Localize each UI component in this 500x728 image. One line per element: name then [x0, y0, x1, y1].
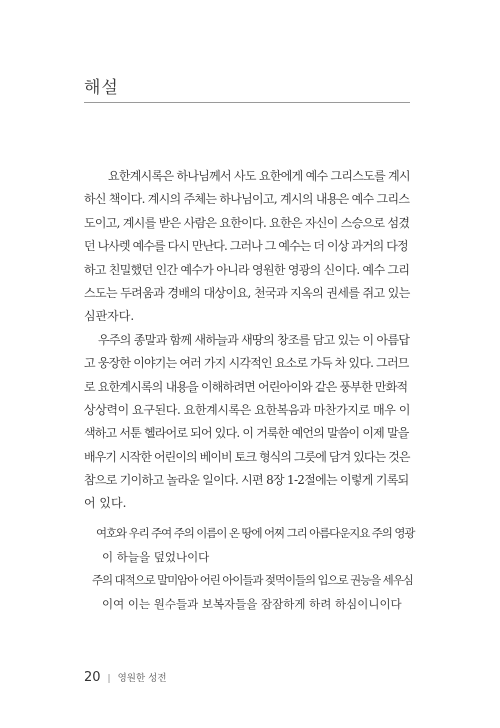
- body-line: 고 웅장한 이야기는 여러 가지 시각적인 요소로 가득 차 있다. 그러므: [84, 356, 409, 371]
- body-line: 심판자다.: [84, 309, 135, 324]
- body-line: 하고 친밀했던 인간 예수가 아니라 영원한 영광의 신이다. 예수 그리: [84, 262, 410, 277]
- footer-separator: |: [107, 674, 111, 684]
- page-header-title: 해설: [84, 78, 119, 98]
- page-number: 20: [84, 670, 101, 685]
- body-line: 참으로 기이하고 놀라운 일이다. 시편 8장 1-2절에는 이렇게 기록되: [84, 473, 409, 488]
- body-line: 도이고, 계시를 받은 사람은 요한이다. 요한은 자신이 스승으로 섬겼: [84, 215, 410, 230]
- body-line: 스도는 두려움과 경배의 대상이요, 천국과 지옥의 권세를 쥐고 있는: [84, 285, 410, 300]
- quote-line: 여호와 우리 주여 주의 이름이 온 땅에 어찌 그리 아름다운지요 주의 영광: [96, 526, 415, 540]
- body-text: [84, 165, 410, 516]
- header-divider: [84, 102, 410, 103]
- quote-line: 주의 대적으로 말미암아 어린 아이들과 젖먹이들의 입으로 권능을 세우심: [92, 573, 413, 587]
- body-line: 상상력이 요구된다. 요한계시록은 요한복음과 마찬가지로 매우 이: [84, 402, 411, 417]
- running-book-title: 영원한 성전: [117, 673, 167, 684]
- quote-line: 이여 이는 원수들과 보복자들을 잠잠하게 하려 하심이니이다: [102, 596, 402, 611]
- body-line: 로 요한계시록의 내용을 이해하려면 어린아이와 같은 풍부한 만화적: [84, 379, 408, 394]
- page-footer: [84, 670, 167, 685]
- body-line: 색하고 서툰 헬라어로 되어 있다. 이 거룩한 예언의 말씀이 이제 말을: [84, 426, 409, 441]
- body-line: 우주의 종말과 함께 새하늘과 새땅의 창조를 담고 있는 이 아름답: [98, 332, 410, 347]
- body-line: 배우기 시작한 어린이의 베이비 토크 형식의 그릇에 담겨 있다는 것은: [84, 449, 410, 464]
- scripture-quote: [92, 522, 415, 616]
- body-line: 하신 책이다. 계시의 주체는 하나님이고, 계시의 내용은 예수 그리스: [84, 192, 410, 207]
- body-line: 어 있다.: [84, 496, 127, 511]
- quote-line: 이 하늘을 덮었나이다: [102, 549, 210, 564]
- body-line: 요한계시록은 하나님께서 사도 요한에게 예수 그리스도를 계시: [108, 169, 410, 183]
- body-line: 던 나사렛 예수를 다시 만난다. 그러나 그 예수는 더 이상 과거의 다정: [84, 239, 408, 254]
